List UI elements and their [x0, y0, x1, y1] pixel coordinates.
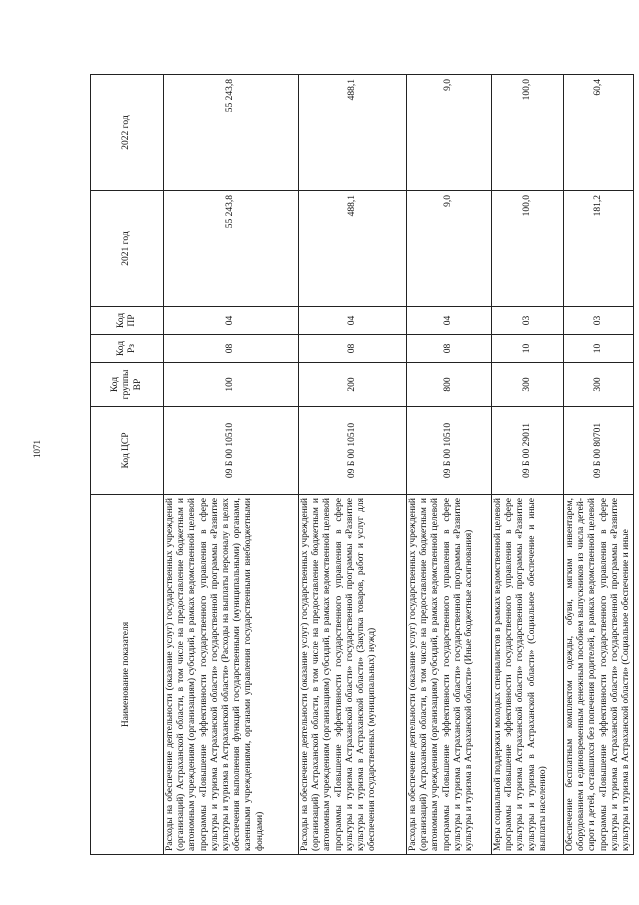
- table-row: [492, 75, 564, 855]
- header-vr: Код группы ВР: [91, 363, 164, 407]
- row-rz: 10: [492, 335, 564, 363]
- row-csr: 09 Б 00 10510: [299, 407, 407, 495]
- row-2022: 60,4: [564, 75, 634, 191]
- table-row: [164, 75, 299, 855]
- table-row: [564, 75, 634, 855]
- row-2021: 488,1: [299, 191, 407, 307]
- row-rz: 08: [299, 335, 407, 363]
- row-pr: 04: [164, 307, 299, 335]
- table-row: [407, 75, 492, 855]
- row-2022: 9,0: [407, 75, 492, 191]
- row-2021: 100,0: [492, 191, 564, 307]
- row-name: Расходы на обеспечение деятельности (оказание услуг) государственных учреждений (организаций) Астраханской области, в том числе на предоставление бюджетным и автономным учреждениям (организациям) субсидий, в рамках ведомственной целевой программы «Повышение эффективности государственного управления в сфере культуры и туризма Астраханской области» государственной программы «Развитие культуры и туризма в Астраханской области» (Закупка товаров, работ и услуг для обеспечения государственных (муниципальных) нужд): [299, 495, 407, 855]
- row-vr: 800: [407, 363, 492, 407]
- row-name: Расходы на обеспечение деятельности (оказание услуг) государственных учреждений (организаций) Астраханской области, в том числе на предоставление бюджетным и автономным учреждениям (организациям) субсидий, в рамках ведомственной целевой программы «Повышение эффективности государственного управления в сфере культуры и туризма Астраханской области» государственной программы «Развитие культуры и туризма в Астраханской области» (Расходы на выплаты персоналу в целях обеспечения выполнения функций государственными (муниципальными) органами, казенными учреждениями, органами управления государственными внебюджетными фондами): [164, 495, 299, 855]
- row-csr: 09 Б 00 10510: [407, 407, 492, 495]
- row-pr: 03: [492, 307, 564, 335]
- row-csr: 09 Б 00 29011: [492, 407, 564, 495]
- row-2021: 9,0: [407, 191, 492, 307]
- header-2022: 2022 год: [91, 75, 164, 191]
- row-vr: 300: [492, 363, 564, 407]
- row-name: Обеспечение бесплатным комплектом одежды, обуви, мягким инвентарем, оборудованием и единовременным денежным пособием выпускников из числа детей-сирот и детей, оставшихся без попечения родителей, в рамках ведомственной целевой программы «Повышение эффективности государственного управления в сфере культуры и туризма Астраханской области» государственной программы «Развитие культуры и туризма в Астраханской области» (Социальное обеспечение и иные: [564, 495, 634, 855]
- table-row: [299, 75, 407, 855]
- budget-table: [90, 74, 634, 855]
- row-csr: 09 Б 00 80701: [564, 407, 634, 495]
- row-2022: 55 243,8: [164, 75, 299, 191]
- header-csr: Код ЦСР: [91, 407, 164, 495]
- row-pr: 04: [299, 307, 407, 335]
- row-vr: 100: [164, 363, 299, 407]
- row-2021: 181,2: [564, 191, 634, 307]
- header-pr: Код ПР: [91, 307, 164, 335]
- header-name: Наименование показателя: [91, 495, 164, 855]
- page-number: 1071: [32, 440, 42, 458]
- row-2022: 488,1: [299, 75, 407, 191]
- row-name: Расходы на обеспечение деятельности (оказание услуг) государственных учреждений (организаций) Астраханской области, в том числе на предоставление бюджетным и автономным учреждениям (организациям) субсидий, в рамках ведомственной целевой программы «Повышение эффективности государственного управления в сфере культуры и туризма Астраханской области» государственной программы «Развитие культуры и туризма в Астраханской области» (Иные бюджетные ассигнования): [407, 495, 492, 855]
- table-header-row: [91, 75, 164, 855]
- row-rz: 10: [564, 335, 634, 363]
- row-rz: 08: [407, 335, 492, 363]
- row-vr: 200: [299, 363, 407, 407]
- row-rz: 08: [164, 335, 299, 363]
- row-name: Меры социальной поддержки молодых специалистов в рамках ведомственной целевой программы «Повышение эффективности государственного управления в сфере культуры и туризма Астраханской области» государственной программы «Развитие культуры и туризма в Астраханской области» (Социальное обеспечение и иные выплаты населению): [492, 495, 564, 855]
- row-pr: 03: [564, 307, 634, 335]
- row-pr: 04: [407, 307, 492, 335]
- row-2021: 55 243,8: [164, 191, 299, 307]
- header-2021: 2021 год: [91, 191, 164, 307]
- row-2022: 100,0: [492, 75, 564, 191]
- rotated-page: [90, 75, 630, 855]
- row-vr: 300: [564, 363, 634, 407]
- row-csr: 09 Б 00 10510: [164, 407, 299, 495]
- header-rz: Код Рз: [91, 335, 164, 363]
